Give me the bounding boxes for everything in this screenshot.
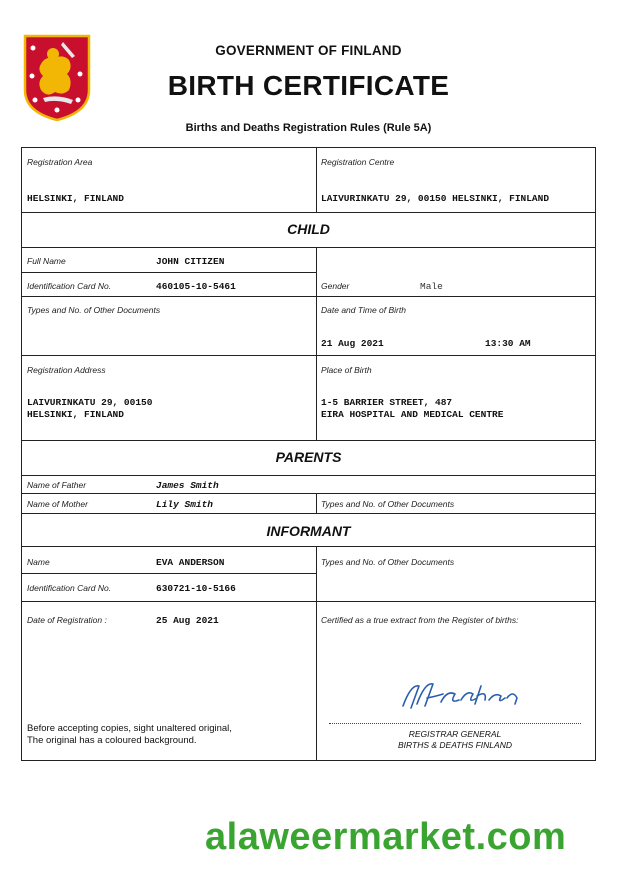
government-heading: GOVERNMENT OF FINLAND — [215, 43, 402, 58]
certified-extract-text: Certified as a true extract from the Register of births: — [321, 615, 519, 625]
registrar-signature — [397, 676, 527, 716]
registration-centre-label: Registration Centre — [321, 157, 395, 167]
informant-name-value: EVA ANDERSON — [156, 557, 225, 568]
divider — [316, 546, 317, 761]
rule-subtitle: Births and Deaths Registration Rules (Rule 5A) — [185, 122, 432, 134]
note-line-2: The original has a coloured background. — [27, 735, 197, 746]
informant-id-value: 630721-10-5166 — [156, 583, 236, 594]
divider — [22, 247, 595, 248]
child-dob-time: 13:30 AM — [485, 338, 531, 349]
divider — [22, 601, 595, 602]
registrar-title — [329, 729, 581, 751]
child-section-title: CHILD — [287, 221, 330, 237]
original-copy-note — [27, 723, 232, 747]
child-id-label: Identification Card No. — [27, 281, 112, 291]
child-place-of-birth-label: Place of Birth — [321, 365, 372, 375]
child-gender-value: Male — [420, 281, 443, 292]
child-id-value: 460105-10-5461 — [156, 281, 236, 292]
informant-id-label: Identification Card No. — [27, 583, 112, 593]
child-address-line1: LAIVURINKATU 29, 00150 — [27, 397, 153, 408]
informant-other-documents-label: Types and No. of Other Documents — [321, 557, 455, 567]
divider — [22, 440, 595, 441]
child-place-of-birth-line2: EIRA HOSPITAL AND MEDICAL CENTRE — [321, 409, 504, 420]
informant-name-label: Name — [27, 557, 50, 567]
child-dob-date: 21 Aug 2021 — [321, 338, 384, 349]
child-full-name-value: JOHN CITIZEN — [156, 256, 225, 267]
registration-centre-value: LAIVURINKATU 29, 00150 HELSINKI, FINLAND — [321, 193, 550, 204]
signature-line — [329, 723, 581, 724]
divider — [22, 355, 595, 356]
mother-name-value: Lily Smith — [156, 499, 214, 510]
child-address-label: Registration Address — [27, 365, 106, 375]
divider — [316, 148, 317, 212]
divider — [22, 493, 595, 494]
father-name-label: Name of Father — [27, 480, 87, 490]
certificate-form — [21, 147, 596, 761]
child-other-documents-label: Types and No. of Other Documents — [27, 305, 161, 315]
finland-coat-of-arms-emblem — [23, 34, 91, 122]
registrar-line-1: REGISTRAR GENERAL — [408, 729, 502, 739]
divider — [316, 493, 317, 513]
note-line-1: Before accepting copies, sight unaltered original, — [27, 723, 232, 734]
divider — [22, 272, 316, 273]
parents-section-title: PARENTS — [275, 449, 342, 465]
certificate-title: BIRTH CERTIFICATE — [167, 70, 450, 101]
registration-area-label: Registration Area — [27, 157, 93, 167]
father-name-value: James Smith — [156, 480, 219, 491]
child-full-name-label: Full Name — [27, 256, 66, 266]
divider — [22, 475, 595, 476]
divider — [316, 247, 317, 440]
watermark-text: alaweermarket.com — [205, 816, 567, 858]
registration-date-value: 25 Aug 2021 — [156, 615, 219, 626]
divider — [22, 296, 595, 297]
child-dob-label: Date and Time of Birth — [321, 305, 406, 315]
divider — [22, 573, 316, 574]
mother-name-label: Name of Mother — [27, 499, 88, 509]
child-gender-label: Gender — [321, 281, 350, 291]
child-address-line2: HELSINKI, FINLAND — [27, 409, 124, 420]
divider — [22, 513, 595, 514]
child-place-of-birth-line1: 1-5 BARRIER STREET, 487 — [321, 397, 453, 408]
parents-other-documents-label: Types and No. of Other Documents — [321, 499, 455, 509]
registration-date-label: Date of Registration : — [27, 615, 107, 625]
divider — [22, 212, 595, 213]
registration-area-value: HELSINKI, FINLAND — [27, 193, 124, 204]
divider — [22, 546, 595, 547]
registrar-line-2: BIRTHS & DEATHS FINLAND — [398, 740, 512, 750]
informant-section-title: INFORMANT — [266, 523, 351, 539]
